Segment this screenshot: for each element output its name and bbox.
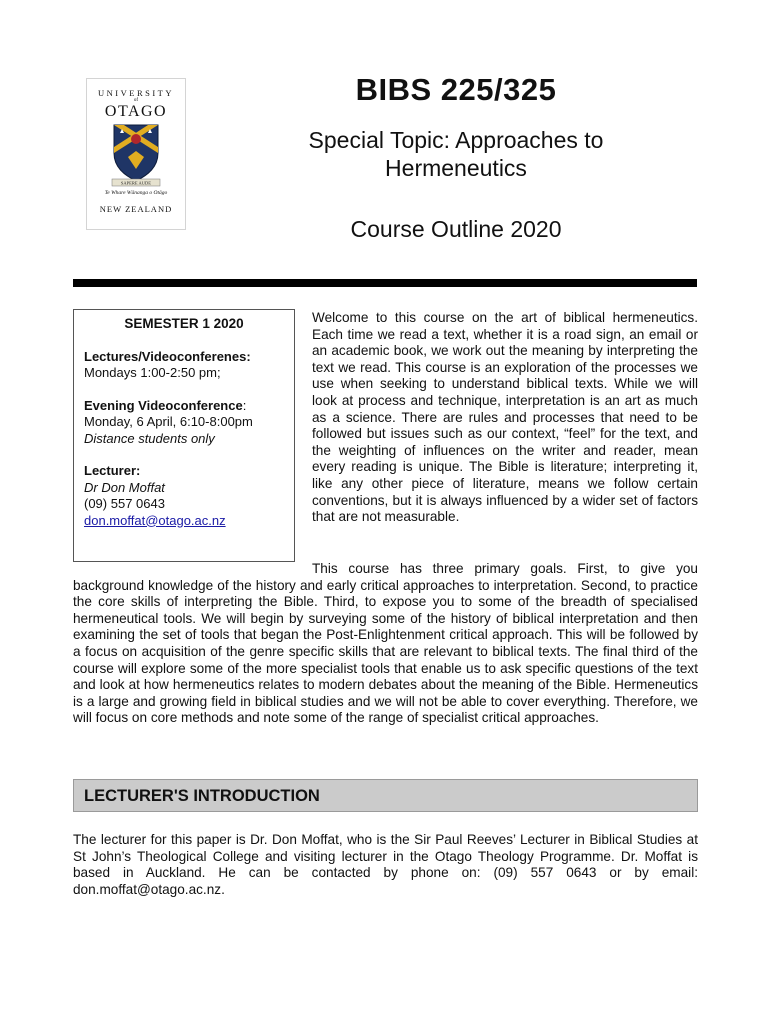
logo-university-text: UNIVERSITY — [98, 88, 174, 98]
lectures-label: Lectures/Videoconferenes: — [84, 348, 251, 364]
logo-of-text: of — [133, 98, 139, 103]
course-code-title: BIBS 225/325 — [355, 72, 557, 107]
lectures-time: Mondays 1:00-2:50 pm; — [84, 365, 221, 380]
subtitle-line-2: Hermeneutics — [385, 155, 527, 181]
semester-label: SEMESTER 1 2020 — [124, 316, 244, 331]
evening-label: Evening Videoconference — [84, 397, 243, 413]
lecturer-phone: (09) 557 0643 — [84, 496, 165, 511]
lecturer-intro-heading: LECTURER'S INTRODUCTION — [73, 779, 698, 812]
lecturer-email-link[interactable]: don.moffat@otago.ac.nz — [84, 512, 226, 528]
course-outline-heading: Course Outline 2020 — [350, 216, 562, 242]
evening-note: Distance students only — [84, 430, 215, 446]
semester-info-box — [73, 309, 295, 562]
logo-country-text: NEW ZEALAND — [99, 204, 173, 214]
horizontal-rule — [73, 279, 697, 287]
coat-of-arms-icon — [110, 123, 162, 187]
evening-colon: : — [242, 397, 247, 413]
welcome-paragraph: Welcome to this course on the art of biblical hermeneutics. Each time we read a text, whether it is a road sign, an email or an academic book, we work out the meaning by interpreting the text we read. This course is an exploration of the processes we use when seeking to understand biblical texts. While we will look at process and technique, interpretation is an art as much as a science. There are rules and processes that need to be followed but issues such as our context, “feel” for the text, and the weighting of influences on the writer and reader, mean every reading is unique. The Bible is literature; interpreting it, like any other piece of literature, means we follow certain conventions, but it is always influenced by a wider set of factors that are not measurable. — [312, 310, 698, 525]
evening-time: Monday, 6 April, 6:10-8:00pm — [84, 414, 253, 429]
lecturer-label: Lecturer: — [84, 463, 141, 478]
svg-text:SAPERE AUDE: SAPERE AUDE — [120, 180, 152, 186]
goals-paragraph: This course has three primary goals. First, to give you background knowledge of the history and early critical approaches to interpretation. Second, to practice the core skills of interpreting the Bible. Third, to expose you to some of the breadth of specialised hermeneutical tools. We will begin by surveying some of the history of biblical interpretation and then examining the set of tools that began the Post-Enlightenment critical approach. This will be followed by a focus on acquisition of the genre specific skills that are relevant to biblical texts. The final third of the course will explore some of the more specialist tools that enable us to ask specific questions of the text and look at how hermeneutics relates to modern debates about the meaning of the Bible. Hermeneutics is a large and growing field in biblical studies and we will not be able to cover everything. Therefore, we will focus on core methods and note some of the range of specialist critical approaches. — [73, 561, 698, 726]
course-subtitle — [266, 126, 646, 182]
evening-row — [84, 398, 284, 415]
subtitle-line-1: Special Topic: Approaches to — [308, 127, 604, 153]
logo-maori-name: Te Whare Wānanga o Otāgo — [104, 190, 168, 196]
lecturer-intro-paragraph: The lecturer for this paper is Dr. Don Moffat, who is the Sir Paul Reeves’ Lecturer in Biblical Studies at St John’s Theological College and visiting lecturer in the Otago Theology Programme. Dr. Moffat is based in Auckland. He can be contacted by phone on: (09) 557 0643 or by email: don.moffat@otago.ac.nz. — [73, 832, 698, 897]
logo-otago-text: OTAGO — [104, 103, 168, 120]
lecturer-name: Dr Don Moffat — [84, 479, 165, 495]
university-logo — [86, 78, 186, 230]
